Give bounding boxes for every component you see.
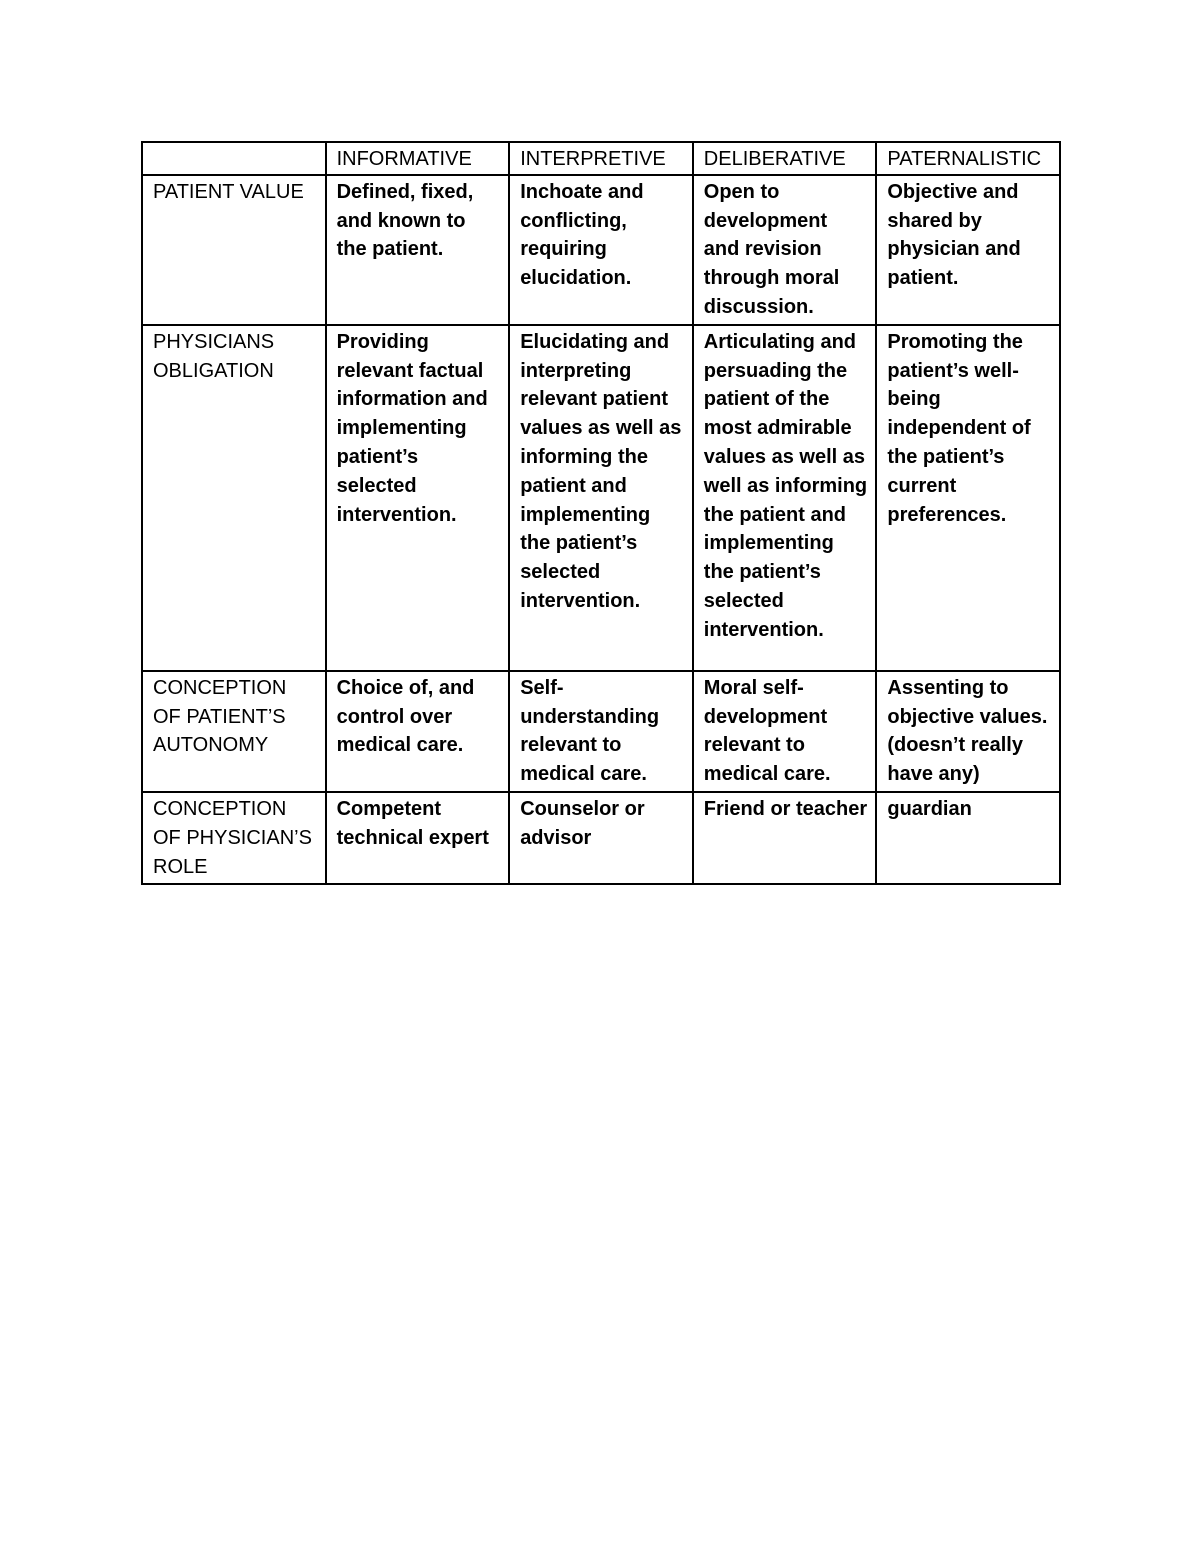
row-header-physicians-obligation: PHYSICIANS OBLIGATION bbox=[142, 325, 326, 671]
table-cell: Counselor or advisor bbox=[509, 792, 693, 884]
table-cell: Inchoate and conflicting, requiring elucidation. bbox=[509, 175, 693, 325]
table-row bbox=[142, 175, 1060, 325]
header-cell-deliberative: DELIBERATIVE bbox=[693, 142, 877, 175]
table-row bbox=[142, 671, 1060, 792]
header-cell-interpretive: INTERPRETIVE bbox=[509, 142, 693, 175]
header-cell-empty bbox=[142, 142, 326, 175]
table-cell: Promoting the patient’s well-being independent of the patient’s current preferences. bbox=[876, 325, 1060, 671]
physician-patient-models-table bbox=[141, 141, 1061, 885]
table-cell: guardian bbox=[876, 792, 1060, 884]
table-cell: Friend or teacher bbox=[693, 792, 877, 884]
header-cell-informative: INFORMATIVE bbox=[326, 142, 510, 175]
table-cell: Providing relevant factual information and implementing patient’s selected intervention. bbox=[326, 325, 510, 671]
table-cell: Competent technical expert bbox=[326, 792, 510, 884]
table-cell: Articulating and persuading the patient of the most admirable values as well as well as informing the patient and implementing the patient’s selected intervention. bbox=[693, 325, 877, 671]
table-cell: Open to development and revision through moral discussion. bbox=[693, 175, 877, 325]
row-header-patient-value: PATIENT VALUE bbox=[142, 175, 326, 325]
table-cell: Moral self-development relevant to medical care. bbox=[693, 671, 877, 792]
table-cell: Defined, fixed, and known to the patient. bbox=[326, 175, 510, 325]
table-cell: Self-understanding relevant to medical care. bbox=[509, 671, 693, 792]
table-cell: Objective and shared by physician and patient. bbox=[876, 175, 1060, 325]
header-cell-paternalistic: PATERNALISTIC bbox=[876, 142, 1060, 175]
row-header-physician-role: CONCEPTION OF PHYSICIAN’S ROLE bbox=[142, 792, 326, 884]
table-cell: Choice of, and control over medical care. bbox=[326, 671, 510, 792]
table-cell: Assenting to objective values. (doesn’t really have any) bbox=[876, 671, 1060, 792]
row-header-patient-autonomy: CONCEPTION OF PATIENT’S AUTONOMY bbox=[142, 671, 326, 792]
table-row bbox=[142, 792, 1060, 884]
table-cell: Elucidating and interpreting relevant patient values as well as informing the patient and implementing the patient’s selected intervention. bbox=[509, 325, 693, 671]
table-header-row bbox=[142, 142, 1060, 175]
table-row bbox=[142, 325, 1060, 671]
